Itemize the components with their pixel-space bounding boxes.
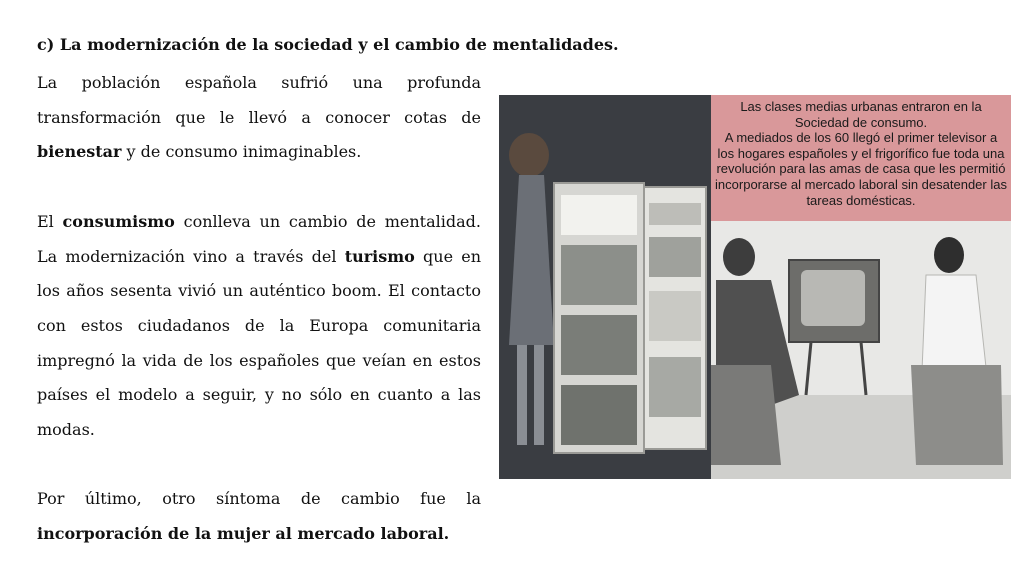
p1-text-2: y de consumo inimaginables. bbox=[121, 142, 362, 162]
paragraph-bienestar bbox=[37, 66, 481, 170]
p2-text-2: conlleva un cambio de mentalidad. La modernización vino a través del bbox=[37, 211, 481, 266]
caption-line-1: Las clases medias urbanas entraron en la Sociedad de consumo. bbox=[740, 99, 982, 130]
section-heading: c) La modernización de la sociedad y el cambio de mentalidades. bbox=[37, 35, 619, 54]
p2-bold-consumismo: consumismo bbox=[62, 211, 175, 231]
refrigerator-photo bbox=[499, 95, 711, 479]
p1-text-1: La población española sufrió una profunda transformación que le llevó a conocer cotas de bbox=[37, 73, 481, 127]
p2-text-3: que en los años sesenta vivió un auténtico boom. El contacto con estos ciudadanos de la Europa comunitaria impregnó la vida de los españoles que veían en estos países el modelo a seguir, y no sólo en cuanto a las modas. bbox=[37, 246, 481, 440]
p3-bold-mujer: incorporación de la mujer al mercado laboral. bbox=[37, 524, 450, 544]
photo-caption bbox=[711, 95, 1011, 221]
photo-collage bbox=[499, 95, 1011, 479]
p3-text-1: Por último, otro síntoma de cambio fue la bbox=[37, 489, 481, 509]
refrigerator-illustration bbox=[499, 95, 711, 479]
paragraph-mujer bbox=[37, 482, 481, 551]
p2-text-1: El bbox=[37, 211, 63, 231]
caption-line-2: A mediados de los 60 llegó el primer televisor a los hogares españoles y el frigorífico fue toda una revolución para las amas de casa que les permitió incorporarse al mercado laboral sin desatender las tareas domésticas. bbox=[715, 130, 1007, 208]
p2-bold-turismo: turismo bbox=[344, 246, 415, 266]
paragraph-consumismo bbox=[37, 205, 481, 448]
body-text bbox=[37, 66, 481, 552]
p1-bold-bienestar: bienestar bbox=[37, 142, 122, 162]
